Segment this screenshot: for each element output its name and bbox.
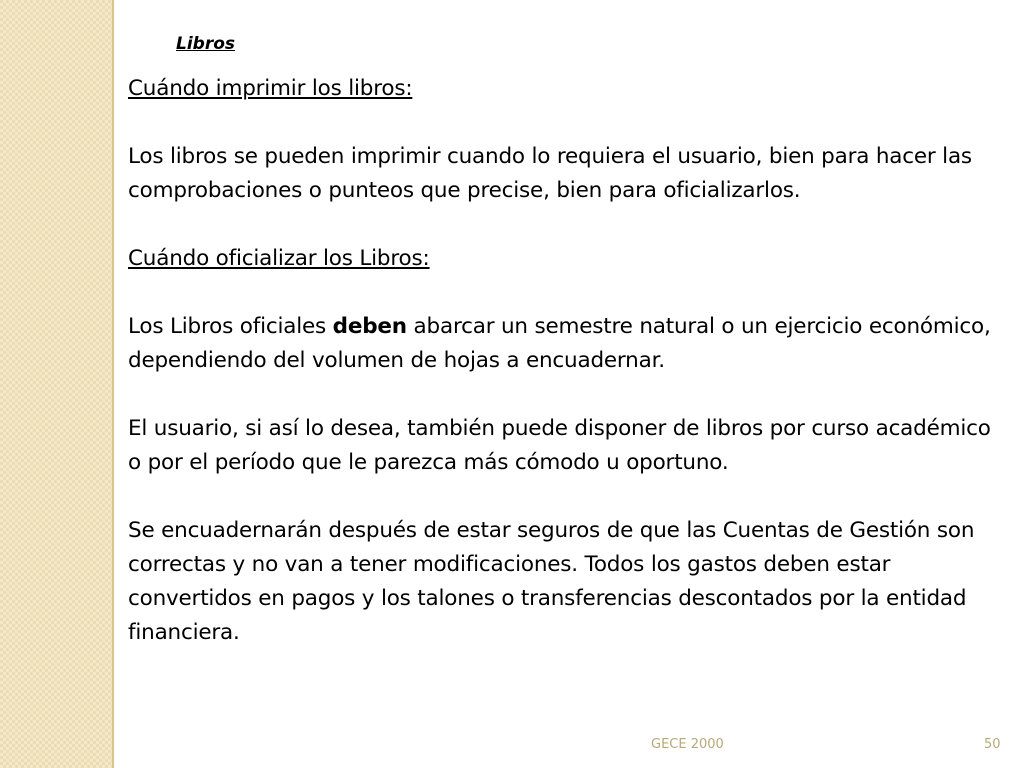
- slide-body: [128, 72, 1008, 684]
- paragraph-binding: Se encuadernarán después de estar seguros de que las Cuentas de Gestión son correctas y no van a tener modificaciones. Todos los gastos deben estar convertidos en pagos y los talones o transferencias descontados por la entidad financiera.: [128, 518, 975, 645]
- paragraph-official-books: [128, 310, 1008, 378]
- page-number: 50: [984, 737, 1001, 752]
- footer-label: GECE 2000: [651, 737, 724, 752]
- section-label: Libros: [176, 34, 236, 54]
- heading-when-to-officialize: Cuándo oficializar los Libros:: [128, 246, 430, 271]
- side-band-edge: [112, 0, 114, 768]
- paragraph-print-books: Los libros se pueden imprimir cuando lo requiera el usuario, bien para hacer las comprobaciones o punteos que precise, bien para oficializarlos.: [128, 144, 972, 203]
- heading-when-to-print: Cuándo imprimir los libros:: [128, 76, 413, 101]
- paragraph-official-books-start: Los Libros oficiales: [128, 314, 333, 339]
- decorative-side-band: [0, 0, 112, 768]
- paragraph-official-books-end: abarcar un semestre natural o un ejercicio económico, dependiendo del volumen de hojas a encuadernar.: [128, 314, 991, 373]
- emphasis-deben: deben: [332, 314, 407, 339]
- paragraph-user-option: El usuario, si así lo desea, también puede disponer de libros por curso académico o por el período que le parezca más cómodo u oportuno.: [128, 416, 991, 475]
